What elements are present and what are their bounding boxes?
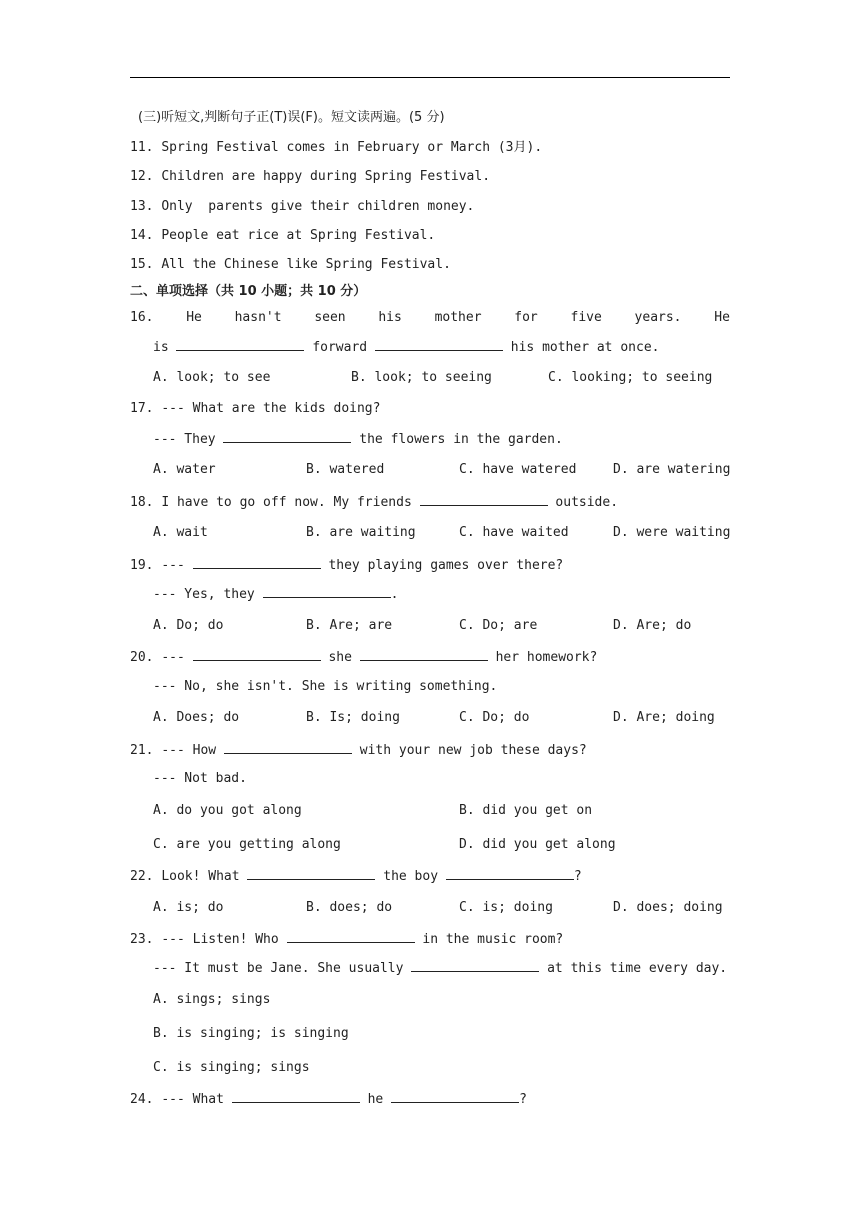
- answer-blank[interactable]: [223, 431, 351, 443]
- option-c[interactable]: C. have waited: [459, 525, 569, 540]
- question-23: 23. --- Listen! Who in the music room?: [130, 932, 564, 947]
- question-16-line1: 16. He hasn't seen his mother for five years. He: [130, 310, 730, 325]
- option-c[interactable]: C. have watered: [459, 462, 577, 477]
- question-21: 21. --- How with your new job these days?: [130, 743, 587, 758]
- answer-blank[interactable]: [247, 868, 375, 880]
- option-a[interactable]: A. is; do: [153, 900, 224, 915]
- option-b[interactable]: B. are waiting: [306, 525, 416, 540]
- option-c[interactable]: C. Do; do: [459, 710, 530, 725]
- question-24: 24. --- What he ?: [130, 1092, 527, 1107]
- listening-instruction: (三)听短文,判断句子正(T)误(F)。短文读两遍。(5 分): [138, 110, 445, 125]
- option-c[interactable]: C. is singing; sings: [153, 1060, 310, 1075]
- section-heading: 二、单项选择（共 10 小题；共 10 分）: [130, 284, 367, 299]
- option-a[interactable]: A. wait: [153, 525, 208, 540]
- answer-blank[interactable]: [224, 742, 352, 754]
- question-19: 19. --- they playing games over there?: [130, 558, 564, 573]
- question-18: 18. I have to go off now. My friends outside.: [130, 495, 619, 510]
- option-a[interactable]: A. Does; do: [153, 710, 240, 725]
- question-20-answer: --- No, she isn't. She is writing something.: [153, 679, 498, 694]
- answer-blank[interactable]: [287, 931, 415, 943]
- option-a[interactable]: A. look; to see: [153, 370, 271, 385]
- question-17: 17. --- What are the kids doing?: [130, 401, 381, 416]
- listening-item-11: 11. Spring Festival comes in February or March (3月).: [130, 140, 543, 155]
- option-b[interactable]: B. did you get on: [459, 803, 593, 818]
- option-c[interactable]: C. are you getting along: [153, 837, 341, 852]
- option-d[interactable]: D. Are; do: [613, 618, 692, 633]
- answer-blank[interactable]: [263, 586, 391, 598]
- answer-blank[interactable]: [411, 960, 539, 972]
- listening-item-15: 15. All the Chinese like Spring Festival.: [130, 257, 451, 272]
- answer-blank[interactable]: [193, 649, 321, 661]
- option-c[interactable]: C. is; doing: [459, 900, 553, 915]
- option-d[interactable]: D. Are; doing: [613, 710, 715, 725]
- answer-blank[interactable]: [176, 339, 304, 351]
- answer-blank[interactable]: [391, 1091, 519, 1103]
- option-a[interactable]: A. do you got along: [153, 803, 302, 818]
- question-16-line2: is forward his mother at once.: [153, 340, 660, 355]
- question-22: 22. Look! What the boy ?: [130, 869, 582, 884]
- option-b[interactable]: B. watered: [306, 462, 385, 477]
- option-a[interactable]: A. sings; sings: [153, 992, 271, 1007]
- option-b[interactable]: B. does; do: [306, 900, 393, 915]
- answer-blank[interactable]: [420, 494, 548, 506]
- option-d[interactable]: D. did you get along: [459, 837, 616, 852]
- question-23-answer: --- It must be Jane. She usually at this time every day.: [153, 961, 728, 976]
- option-a[interactable]: A. Do; do: [153, 618, 224, 633]
- header-rule: [130, 77, 730, 78]
- answer-blank[interactable]: [446, 868, 574, 880]
- listening-item-12: 12. Children are happy during Spring Festival.: [130, 169, 491, 184]
- option-c[interactable]: C. looking; to seeing: [548, 370, 713, 385]
- option-d[interactable]: D. were waiting: [613, 525, 731, 540]
- answer-blank[interactable]: [193, 557, 321, 569]
- option-b[interactable]: B. Are; are: [306, 618, 393, 633]
- listening-item-13: 13. Only parents give their children money.: [130, 199, 475, 214]
- question-19-answer: --- Yes, they .: [153, 587, 399, 602]
- option-b[interactable]: B. Is; doing: [306, 710, 400, 725]
- question-20: 20. --- she her homework?: [130, 650, 598, 665]
- option-d[interactable]: D. does; doing: [613, 900, 723, 915]
- question-17-answer: --- They the flowers in the garden.: [153, 432, 563, 447]
- option-a[interactable]: A. water: [153, 462, 216, 477]
- question-21-answer: --- Not bad.: [153, 771, 247, 786]
- option-b[interactable]: B. look; to seeing: [351, 370, 492, 385]
- option-d[interactable]: D. are watering: [613, 462, 731, 477]
- answer-blank[interactable]: [232, 1091, 360, 1103]
- answer-blank[interactable]: [360, 649, 488, 661]
- option-b[interactable]: B. is singing; is singing: [153, 1026, 349, 1041]
- answer-blank[interactable]: [375, 339, 503, 351]
- option-c[interactable]: C. Do; are: [459, 618, 538, 633]
- listening-item-14: 14. People eat rice at Spring Festival.: [130, 228, 436, 243]
